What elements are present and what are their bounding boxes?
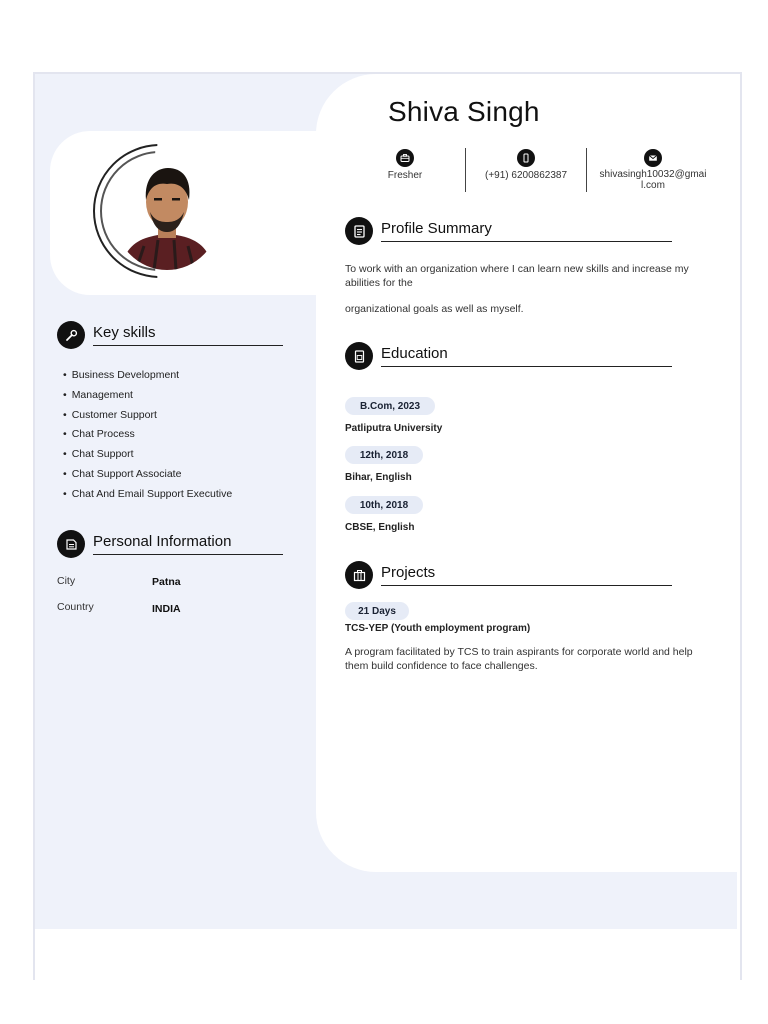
contact-email (594, 149, 712, 191)
personal-info-heading (57, 530, 283, 558)
skills-list (63, 368, 232, 507)
contact-phone (476, 149, 576, 181)
info-label-country: Country (57, 601, 94, 613)
list-item: • Business Development (63, 368, 232, 388)
document-icon (345, 217, 373, 245)
mail-icon (644, 149, 662, 167)
education-detail: Patliputra University (345, 423, 443, 434)
profile-summary-line2: organizational goals as well as myself. (345, 303, 524, 315)
candidate-name: Shiva Singh (388, 96, 540, 127)
list-item: • Chat And Email Support Executive (63, 487, 232, 507)
email-text-line1: shivasingh10032@gmai (599, 169, 707, 180)
email-text-line2: l.com (641, 180, 665, 191)
info-value-country: INDIA (152, 603, 181, 615)
list-item: • Chat Process (63, 427, 232, 447)
building-icon (345, 561, 373, 589)
profile-summary-title: Profile Summary (381, 220, 672, 242)
projects-heading (345, 561, 672, 589)
contact-divider (586, 148, 587, 192)
projects-title: Projects (381, 564, 672, 586)
key-skills-heading (57, 321, 283, 349)
key-skills-title: Key skills (93, 324, 283, 346)
project-description: A program facilitated by TCS to train aspirants for corporate world and help them build confidence to face challenges. (345, 646, 693, 672)
education-detail: Bihar, English (345, 472, 412, 483)
profile-summary-line1: To work with an organization where I can learn new skills and increase my abilities for the (345, 263, 689, 289)
education-heading (345, 342, 672, 370)
status-text: Fresher (387, 170, 423, 181)
education-badge: 10th, 2018 (345, 496, 423, 514)
contact-status (375, 149, 435, 181)
education-detail: CBSE, English (345, 522, 415, 533)
info-label-city: City (57, 575, 76, 587)
phone-text: (+91) 6200862387 (484, 170, 568, 181)
contact-divider (465, 148, 466, 192)
list-item: • Chat Support (63, 447, 232, 467)
education-badge: B.Com, 2023 (345, 397, 435, 415)
profile-photo (114, 160, 220, 270)
personal-info-title: Personal Information (93, 533, 283, 555)
list-item: • Management (63, 388, 232, 408)
list-item: • Chat Support Associate (63, 467, 232, 487)
education-title: Education (381, 345, 672, 367)
project-name: TCS-YEP (Youth employment program) (345, 623, 531, 634)
briefcase-icon (396, 149, 414, 167)
education-badge: 12th, 2018 (345, 446, 423, 464)
book-icon (345, 342, 373, 370)
wrench-icon (57, 321, 85, 349)
list-item: • Customer Support (63, 408, 232, 428)
project-duration-badge: 21 Days (345, 602, 409, 620)
profile-summary-heading (345, 217, 672, 245)
phone-icon (517, 149, 535, 167)
id-card-icon (57, 530, 85, 558)
info-value-city: Patna (152, 576, 181, 588)
